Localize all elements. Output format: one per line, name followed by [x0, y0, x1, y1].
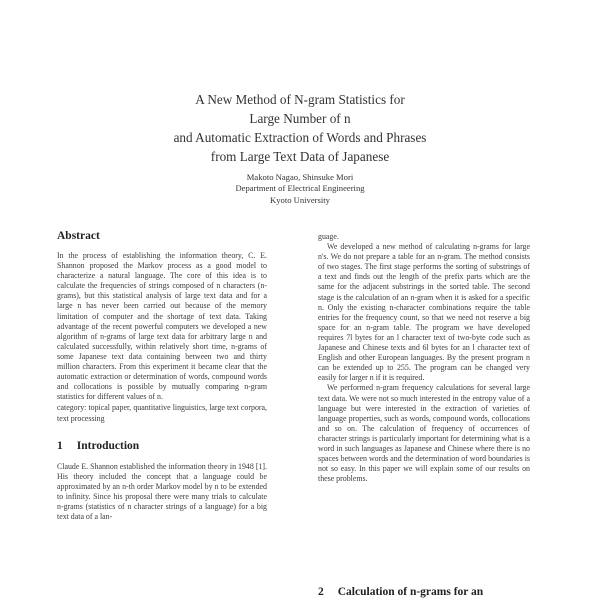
- method-paragraph: We developed a new method of calculating n-grams for large n's. We do not prepare a table for an n-gram. The method consists of two stages. The first stage performs the sorting of substrings of a text and finds out the length of the prefix parts which are the same for the adjacent substrings in the sorted table. The second stage is the calculation of an n-gram when it is asked for a specific n. Only the existing n-character combinations require the table entries for the frequency count, so that we need not reserve a big space for an n-gram table. The program we have developed requires 7l bytes for an l character text of two-byte code such as Japanese and Chinese texts and 6l bytes for an l character text of English and other European languages. By the present program n can be extended up to 255. The program can be changed very easily for larger n if it is required.: [318, 242, 530, 383]
- abstract-heading: Abstract: [57, 230, 100, 242]
- abstract-body: In the process of establishing the information theory, C. E. Shannon proposed the Markov process as a good model to characterize a natural language. The core of this idea is to calculate the frequencies of strings composed of n characters (n-grams), but this statistical analysis of large text data and for a large n has never been carried out because of the memory limitation of computer and the shortage of text data. Taking advantage of the recent powerful computers we developed a new algorithm of n-grams of large text data for arbitrary large n and calculated successfully, within relatively short time, n-grams of some Japanese text data containing between two and thirty million characters. From this experiment it became clear that the automatic extraction or determination of words, compound words and collocations is possible by mutually comparing n-gram statistics for different values of n.: [57, 251, 267, 402]
- author-names: Makoto Nagao, Shinsuke Mori: [246, 172, 354, 182]
- section-2-title: Calculation of n-grams for an: [337, 586, 484, 598]
- author-department: Department of Electrical Engineering: [235, 183, 365, 194]
- right-column: [318, 232, 530, 484]
- section-1-title: Introduction: [76, 439, 140, 452]
- title-line-1: A New Method of N-gram Statistics for: [195, 92, 405, 107]
- left-column: [57, 230, 267, 522]
- title-line-2: Large Number of n: [249, 111, 351, 126]
- title-line-4: from Large Text Data of Japanese: [210, 149, 390, 164]
- title-line-3: and Automatic Extraction of Words and Phrases: [173, 130, 427, 145]
- section-1-number: 1: [57, 439, 63, 452]
- introduction-body: Claude E. Shannon established the information theory in 1948 [1]. His theory included the concept that a language could be approximated by an n-th order Markov model by n to be extended to infinity. Since his proposal there were many trials to calculate n-grams (statistics of n character strings of a language) for a big text data of a lan-: [57, 461, 267, 522]
- continued-text: guage.: [318, 232, 339, 241]
- experiment-paragraph: We performed n-gram frequency calculations for several large text data. We were not so much interested in the entropy value of a language but were interested in the extraction of varieties of language properties, such as words, compound words, collocations and so on. The calculation of frequency of occurrences of character strings is particularly important for determining what is a word in such languages as Japanese and Chinese where there is no spaces between words and the determination of word boundaries is not so easy. In this paper we will explain some of our results on these problems.: [318, 383, 530, 484]
- section-2-number: 2: [318, 586, 324, 598]
- section-2-heading: [318, 586, 548, 598]
- paper-title: [60, 90, 540, 166]
- section-1-heading: [57, 440, 267, 452]
- author-university: Kyoto University: [270, 194, 330, 205]
- author-block: [60, 172, 540, 206]
- keywords: category: topical paper, quantitative linguistics, large text corpora, text processing: [57, 403, 267, 423]
